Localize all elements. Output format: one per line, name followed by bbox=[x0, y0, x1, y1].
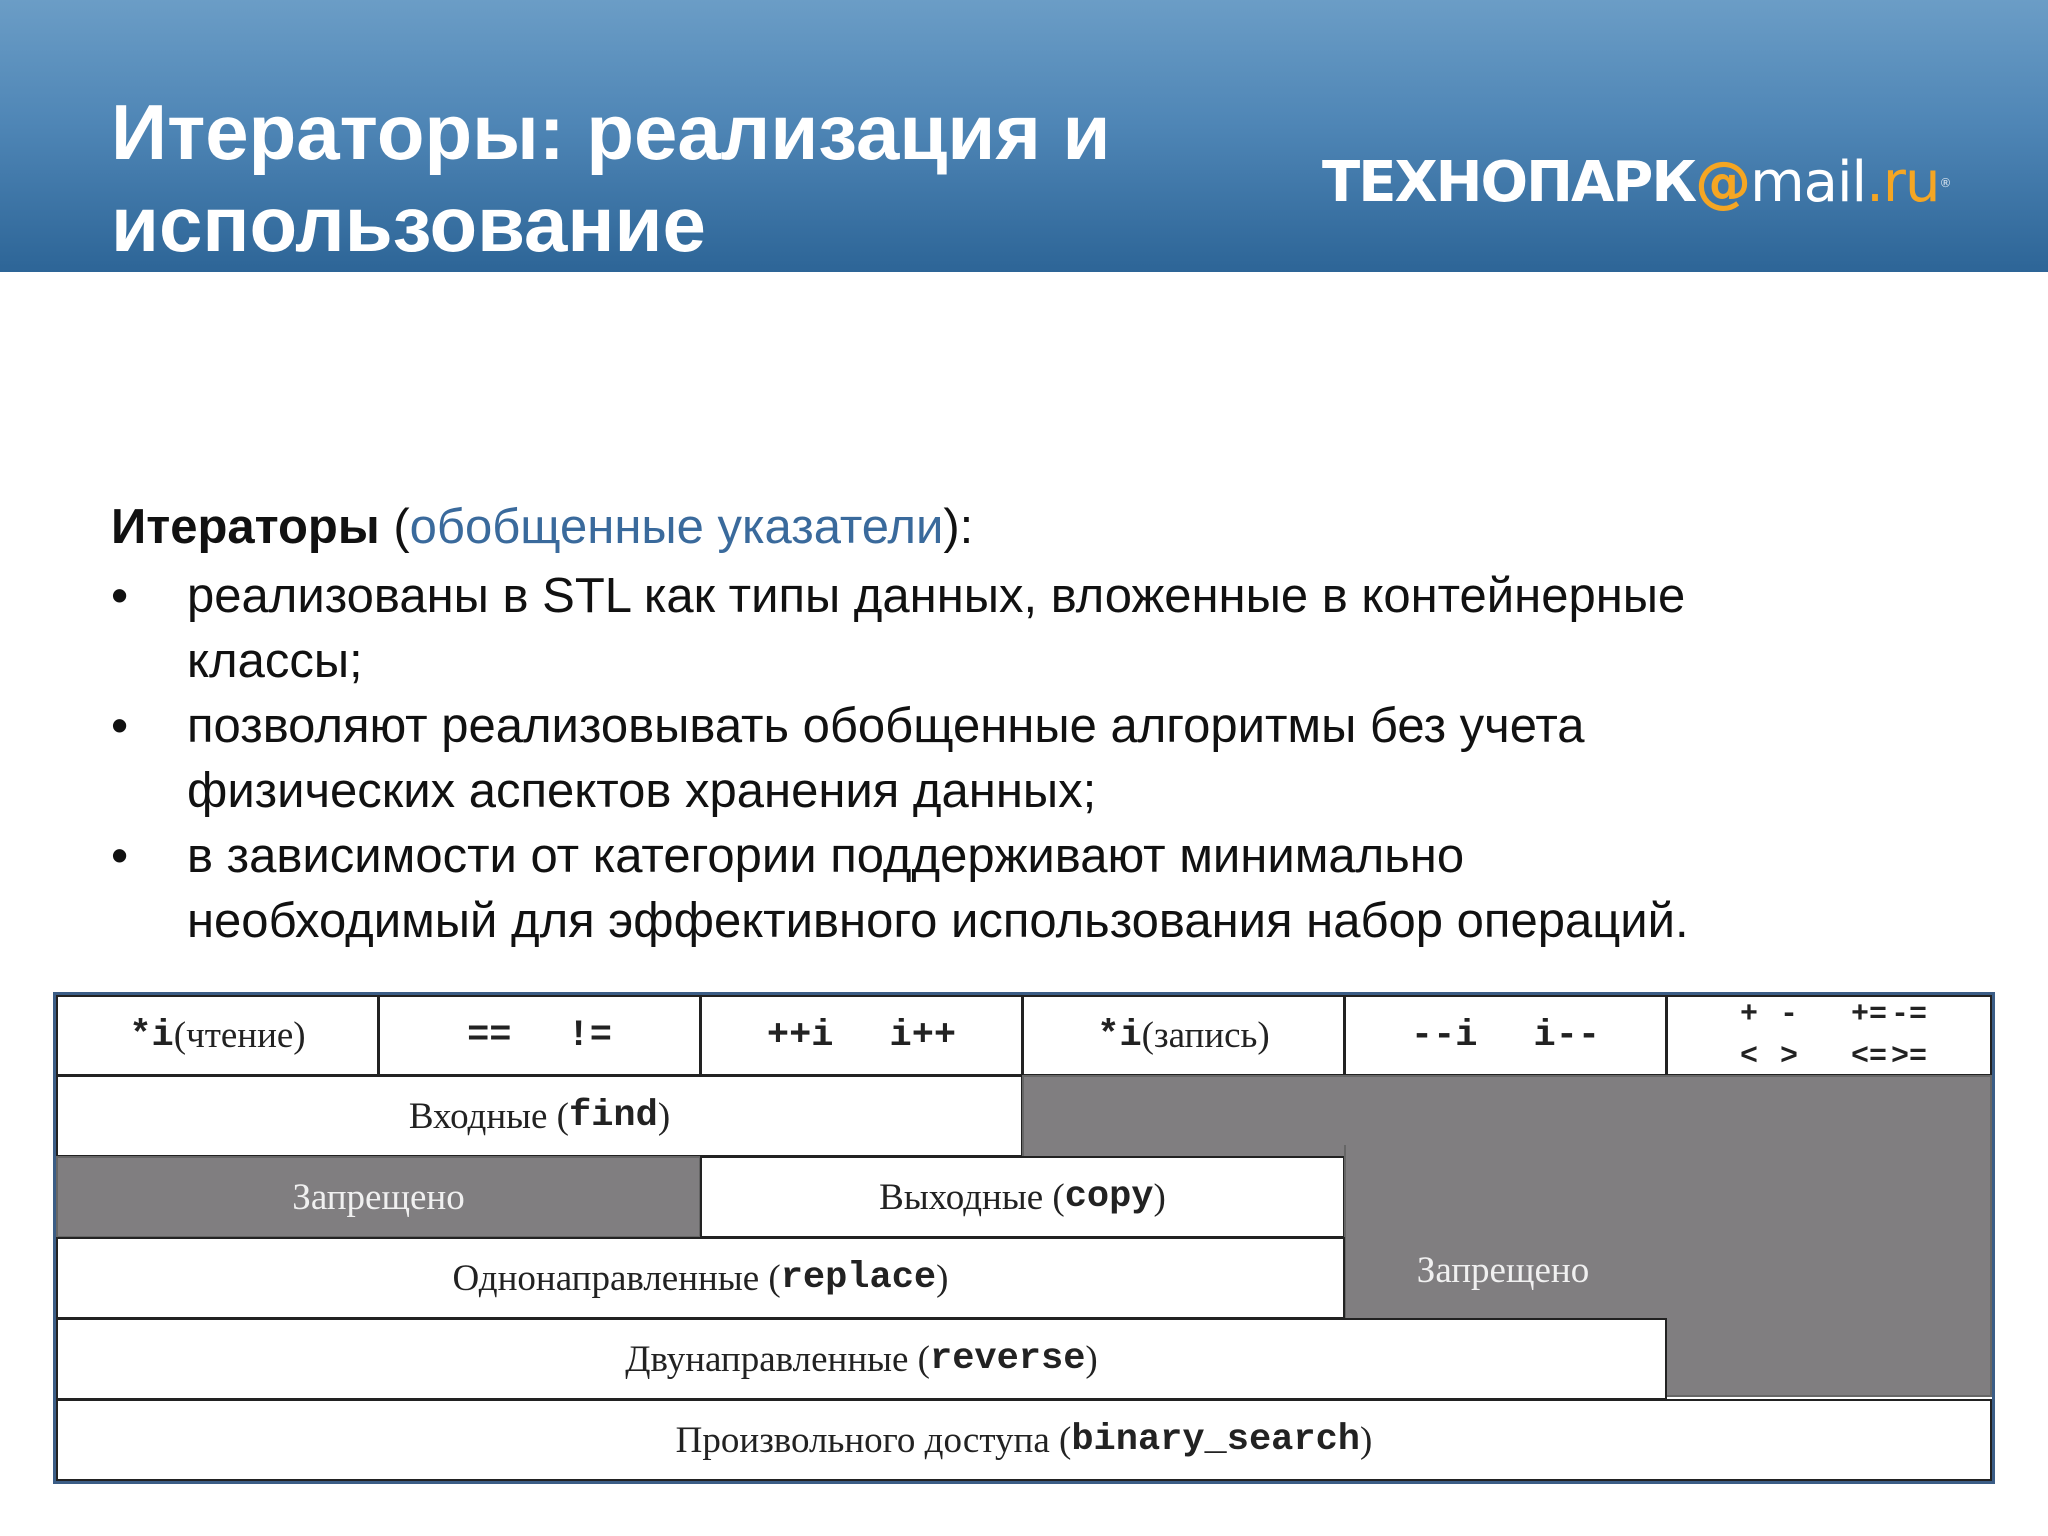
op-write: *i bbox=[1097, 1014, 1142, 1057]
bullet-item bbox=[111, 564, 1941, 694]
op-cell-increment bbox=[700, 995, 1023, 1076]
random-label: Произвольного доступа ( bbox=[675, 1419, 1072, 1461]
row-input bbox=[56, 1075, 1023, 1157]
iterator-category-table bbox=[53, 992, 1995, 1484]
bidir-close: ) bbox=[1085, 1338, 1098, 1380]
forward-algo: replace bbox=[780, 1257, 937, 1299]
bidir-label: Двунаправленные ( bbox=[625, 1338, 930, 1380]
op-eq: == bbox=[467, 1014, 512, 1057]
op-preinc: ++i bbox=[766, 1014, 834, 1057]
technopark-mail-logo bbox=[1322, 148, 1950, 218]
op-postinc: i++ bbox=[889, 1014, 957, 1057]
forbidden-label-right: Запрещено bbox=[1416, 1249, 1590, 1291]
bullet-marker: • bbox=[111, 699, 129, 753]
row-random-access bbox=[56, 1399, 1992, 1481]
output-label: Выходные ( bbox=[879, 1176, 1065, 1218]
input-algo: find bbox=[569, 1095, 658, 1137]
op-neq: != bbox=[567, 1014, 612, 1057]
op-plus: + bbox=[1739, 997, 1758, 1032]
slide-body bbox=[111, 495, 1941, 954]
op-postdec: i-- bbox=[1533, 1014, 1601, 1057]
op-cell-arithmetic bbox=[1666, 995, 1992, 1076]
op-minus-eq: -= bbox=[1890, 997, 1927, 1032]
bullet-line: в зависимости от категории поддерживают минимально bbox=[187, 829, 1465, 883]
op-minus: - bbox=[1779, 997, 1798, 1032]
bullet-item bbox=[111, 824, 1941, 954]
intro-gloss: обобщенные указатели bbox=[409, 500, 944, 554]
bullet-marker: • bbox=[111, 569, 129, 623]
forward-label: Однонаправленные ( bbox=[452, 1257, 781, 1299]
header-band bbox=[0, 0, 2048, 272]
random-algo: binary_search bbox=[1071, 1419, 1360, 1461]
op-read-label: (чтение) bbox=[173, 1015, 306, 1056]
bullet-line: позволяют реализовывать обобщенные алгоритмы без учета bbox=[187, 699, 1585, 753]
title-line-2: использование bbox=[111, 180, 706, 268]
logo-registered-mark: ® bbox=[1939, 176, 1951, 190]
title-line-1: Итераторы: реализация и bbox=[111, 88, 1111, 176]
op-plus-eq: += bbox=[1850, 997, 1887, 1032]
input-label: Входные ( bbox=[408, 1095, 570, 1137]
bullet-line: классы; bbox=[187, 634, 363, 688]
input-close: ) bbox=[657, 1095, 671, 1137]
output-algo: copy bbox=[1064, 1176, 1154, 1218]
forward-close: ) bbox=[936, 1257, 949, 1299]
logo-technopark-text: ТЕХНОПАРК bbox=[1322, 150, 1696, 215]
intro-close: ): bbox=[943, 500, 974, 554]
bullet-item bbox=[111, 694, 1941, 824]
page-title bbox=[111, 86, 1291, 270]
row-bidirectional bbox=[56, 1318, 1667, 1400]
intro-term: Итераторы bbox=[111, 500, 380, 554]
row-output bbox=[700, 1156, 1345, 1238]
op-ge: >= bbox=[1890, 1039, 1927, 1074]
logo-ru-text: ru bbox=[1882, 150, 1940, 215]
bidir-algo: reverse bbox=[929, 1338, 1086, 1380]
bullet-marker: • bbox=[111, 829, 129, 883]
logo-dot: . bbox=[1866, 150, 1883, 215]
bullet-line: физических аспектов хранения данных; bbox=[187, 764, 1097, 818]
op-cell-decrement bbox=[1344, 995, 1667, 1076]
output-close: ) bbox=[1153, 1176, 1166, 1218]
op-le: <= bbox=[1850, 1039, 1887, 1074]
random-close: ) bbox=[1359, 1419, 1373, 1461]
op-write-label: (запись) bbox=[1141, 1015, 1270, 1056]
op-read: *i bbox=[129, 1014, 174, 1057]
op-cell-equality bbox=[378, 995, 701, 1076]
intro-line bbox=[111, 495, 1941, 560]
op-lt: < bbox=[1739, 1039, 1758, 1074]
logo-mail-text: mail bbox=[1750, 150, 1867, 215]
op-gt: > bbox=[1779, 1039, 1798, 1074]
op-cell-read bbox=[56, 995, 379, 1076]
forbidden-cell-output-row bbox=[56, 1156, 701, 1238]
forbidden-label-left: Запрещено bbox=[292, 1176, 465, 1218]
bullet-list bbox=[111, 564, 1941, 954]
intro-open-paren: ( bbox=[379, 500, 410, 554]
op-predec: --i bbox=[1410, 1014, 1478, 1057]
op-cell-write bbox=[1022, 995, 1345, 1076]
bullet-line: необходимый для эффективного использования набор операций. bbox=[187, 894, 1689, 948]
bullet-line: реализованы в STL как типы данных, вложенные в контейнерные bbox=[187, 569, 1686, 623]
row-forward bbox=[56, 1237, 1345, 1319]
logo-at-sign: @ bbox=[1695, 150, 1751, 215]
